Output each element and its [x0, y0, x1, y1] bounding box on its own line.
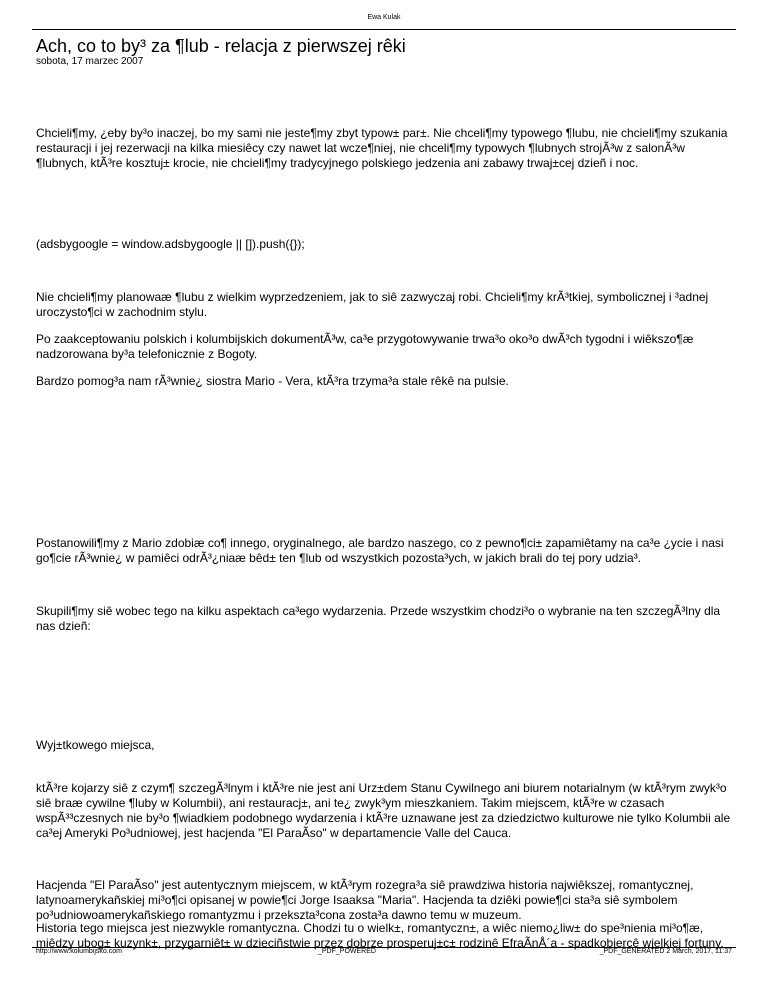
paragraph: Nie chcieli¶my planowaæ ¶lubu z wielkim wyprzedzeniem, jak to siê zazwyczaj robi. Chcieli¶my krÃ³tkiej, symbolicznej i ³adnej uroczysto¶ci w zachodnim stylu.: [36, 290, 709, 319]
paragraph: Wyj±tkowego miejsca,: [36, 738, 155, 752]
article-date: sobota, 17 marzec 2007: [36, 56, 144, 67]
paragraph: Chcieli¶my, ¿eby by³o inaczej, bo my sami nie jeste¶my zbyt typow± par±. Nie chceli¶my typowego ¶lubu, nie chcieli¶my szukania restauracji i jej rezerwacji na kilka miesiêcy czy nawet lat wcze¶niej, nie chceli¶my typowych ¶lubnych strojÃ³w z salonÃ³w ¶lubnych, ktÃ³re kosztuj± krocie, nie chcieli¶my tradycyjnego polskiego jedzenia ani zabawy trwaj±cej dzieñ i noc.: [36, 126, 728, 170]
paragraph: Hacjenda "El ParaÃso" jest autentycznym miejscem, w ktÃ³rym rozegra³a siê prawdziwa historia najwiêkszej, romantycznej, latynoamerykañskiej mi³o¶ci opisanej w powie¶ci Jorge Isaaksa "Maria". Hacjenda ta dziêki powie¶ci sta³a siê symbolem po³udniowoamerykañskiego romantyzmu i przekszta³cona zosta³a dawno temu w muzeum.: [36, 878, 694, 922]
header-divider: [32, 29, 736, 30]
article-title: Ach, co to by³ za ¶lub - relacja z pierwszej rêki: [36, 36, 406, 56]
paragraph: Skupili¶my siê wobec tego na kilku aspektach ca³ego wydarzenia. Przede wszystkim chodzi³o o wybranie na ten szczegÃ³lny dla nas dzieñ:: [36, 604, 721, 633]
paragraph: Bardzo pomog³a nam rÃ³wnie¿ siostra Mario - Vera, ktÃ³ra trzyma³a stale rêkê na pulsie.: [36, 374, 509, 388]
paragraph: Postanowili¶my z Mario zdobiæ co¶ innego, oryginalnego, ale bardzo naszego, co z pewno¶ci± zapamiêtamy na ca³e ¿ycie i nasi go¶cie rÃ³wnie¿ w pamiêci odrÃ³¿niaæ bêd± ten ¶lub od wszystkich pozosta³ych, w jakich brali do tej pory udzia³.: [36, 536, 724, 565]
paragraph: Historia tego miejsca jest niezwykle romantyczna. Chodzi tu o wielk±, romantyczn±, a wiêc niemo¿liw± do spe³nienia mi³o¶æ, miêdzy ubog± kuzynk±, przygarniêt± w dzieciñstwie przez dobrze prosperuj±c± rodzinê EfraÃnÅ´a - spadkobiercê wielkiej fortuny,: [36, 921, 724, 950]
paragraph: ktÃ³re kojarzy siê z czym¶ szczegÃ³lnym i ktÃ³re nie jest ani Urz±dem Stanu Cywilnego ani biurem notarialnym (w ktÃ³rym zwyk³o siê braæ cywilne ¶luby w Kolumbii), ani restauracj±, ani te¿ zwyk³ym mieszkaniem. Takim miejscem, ktÃ³re w czasach wspÃ³³czesnych nie by³o ¶wiadkiem podobnego wydarzenia i ktÃ³re uznawane jest za dziedzictwo kulturowe nie tylko Kolumbii ale ca³ej Ameryki Po³udniowej, jest hacjenda "El ParaÃso" w departamencie Valle del Cauca.: [36, 781, 731, 840]
ad-script-text: (adsbygoogle = window.adsbygoogle || []).push({});: [36, 237, 305, 251]
paragraph: Po zaakceptowaniu polskich i kolumbijskich dokumentÃ³w, ca³e przygotowywanie trwa³o oko³o dwÃ³ch tygodni i wiêkszo¶æ nadzorowana by³a telefonicznie z Bogoty.: [36, 332, 694, 361]
footer-generated: _PDF_GENERATED 2 March, 2017, 11:37: [599, 948, 732, 955]
footer-url: http://www.kolumbijsko.com: [36, 948, 122, 955]
footer-powered: _PDF_POWERED: [318, 948, 376, 955]
page-header-author: Ewa Kulak: [367, 14, 401, 21]
